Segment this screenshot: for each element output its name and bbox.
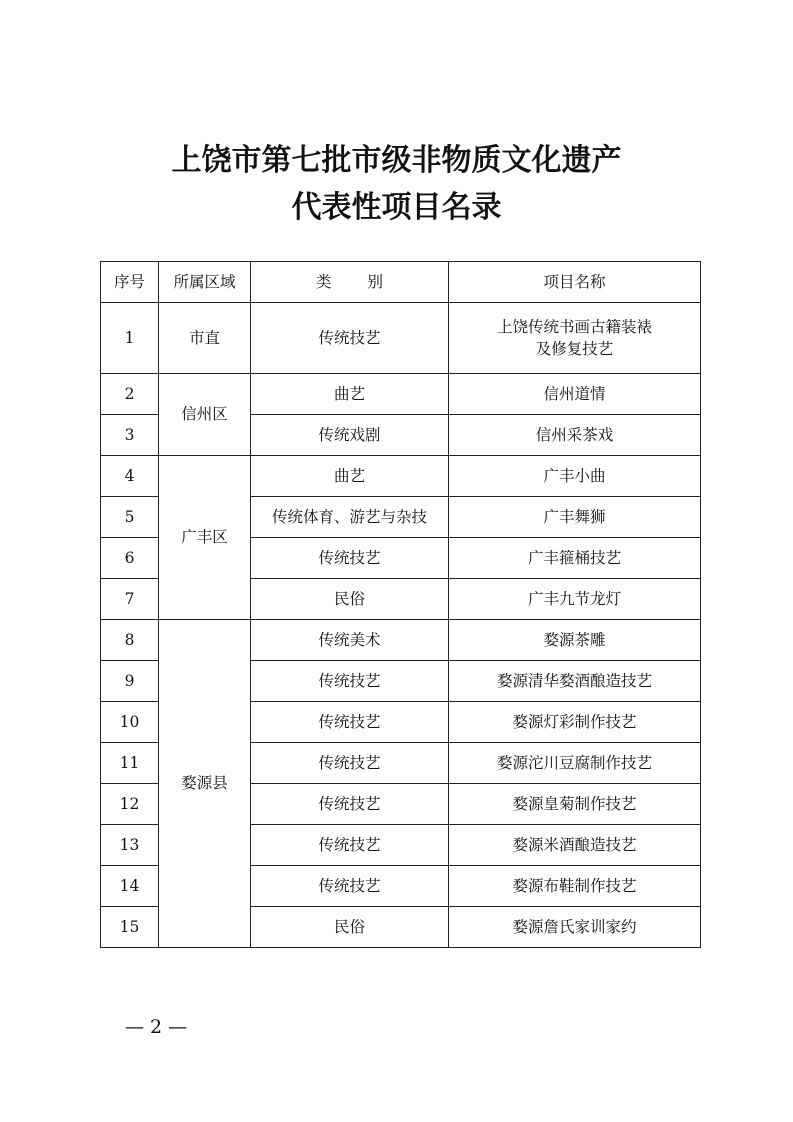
row-seq: 4 xyxy=(101,456,159,497)
table-header-row xyxy=(101,262,701,303)
project-name-cell: 婺源茶雕 xyxy=(449,620,701,661)
category-cell: 传统技艺 xyxy=(251,784,449,825)
document-title-line-2: 代表性项目名录 xyxy=(291,190,502,225)
project-name-cell: 广丰箍桶技艺 xyxy=(449,538,701,579)
region-cell: 市直 xyxy=(159,303,251,374)
project-name-cell: 信州道情 xyxy=(449,374,701,415)
category-cell: 传统技艺 xyxy=(251,538,449,579)
row-seq: 10 xyxy=(101,702,159,743)
project-name-cell: 信州采茶戏 xyxy=(449,415,701,456)
category-cell: 传统技艺 xyxy=(251,825,449,866)
project-name-cell: 婺源米酒酿造技艺 xyxy=(449,825,701,866)
region-cell: 信州区 xyxy=(159,374,251,456)
table-row xyxy=(101,620,701,661)
category-cell: 曲艺 xyxy=(251,374,449,415)
table-row xyxy=(101,456,701,497)
region-cell: 广丰区 xyxy=(159,456,251,620)
category-cell: 传统美术 xyxy=(251,620,449,661)
project-name-cell: 广丰九节龙灯 xyxy=(449,579,701,620)
document-title-line-1: 上饶市第七批市级非物质文化遗产 xyxy=(171,143,622,178)
category-cell: 曲艺 xyxy=(251,456,449,497)
row-seq: 15 xyxy=(101,907,159,948)
table-row xyxy=(101,303,701,374)
category-cell: 民俗 xyxy=(251,579,449,620)
category-cell: 传统戏剧 xyxy=(251,415,449,456)
project-name-cell: 广丰舞狮 xyxy=(449,497,701,538)
category-cell: 民俗 xyxy=(251,907,449,948)
region-cell: 婺源县 xyxy=(159,620,251,948)
row-seq: 2 xyxy=(101,374,159,415)
project-name-cell: 婺源詹氏家训家约 xyxy=(449,907,701,948)
header-category-right: 别 xyxy=(367,272,384,291)
project-name-cell: 婺源清华婺酒酿造技艺 xyxy=(449,661,701,702)
row-seq: 6 xyxy=(101,538,159,579)
header-category-left: 类 xyxy=(315,272,332,291)
row-seq: 8 xyxy=(101,620,159,661)
page-number: — 2 — xyxy=(125,1016,188,1038)
row-seq: 12 xyxy=(101,784,159,825)
header-project-name: 项目名称 xyxy=(449,262,701,303)
header-region: 所属区域 xyxy=(159,262,251,303)
project-name-cell: 广丰小曲 xyxy=(449,456,701,497)
row-seq: 11 xyxy=(101,743,159,784)
header-category xyxy=(251,262,449,303)
category-cell: 传统技艺 xyxy=(251,702,449,743)
header-seq: 序号 xyxy=(101,262,159,303)
project-name-cell: 上饶传统书画古籍装裱及修复技艺 xyxy=(449,303,701,374)
heritage-project-table xyxy=(100,261,701,948)
row-seq: 9 xyxy=(101,661,159,702)
row-seq: 14 xyxy=(101,866,159,907)
project-name-cell: 婺源灯彩制作技艺 xyxy=(449,702,701,743)
project-name-cell: 婺源布鞋制作技艺 xyxy=(449,866,701,907)
category-cell: 传统技艺 xyxy=(251,661,449,702)
category-cell: 传统技艺 xyxy=(251,866,449,907)
row-seq: 7 xyxy=(101,579,159,620)
table-row xyxy=(101,374,701,415)
row-seq: 13 xyxy=(101,825,159,866)
category-cell: 传统技艺 xyxy=(251,743,449,784)
project-name-cell: 婺源皇菊制作技艺 xyxy=(449,784,701,825)
row-seq: 3 xyxy=(101,415,159,456)
row-seq: 5 xyxy=(101,497,159,538)
row-seq: 1 xyxy=(101,303,159,374)
category-cell: 传统技艺 xyxy=(251,303,449,374)
project-name-cell: 婺源沱川豆腐制作技艺 xyxy=(449,743,701,784)
category-cell: 传统体育、游艺与杂技 xyxy=(251,497,449,538)
